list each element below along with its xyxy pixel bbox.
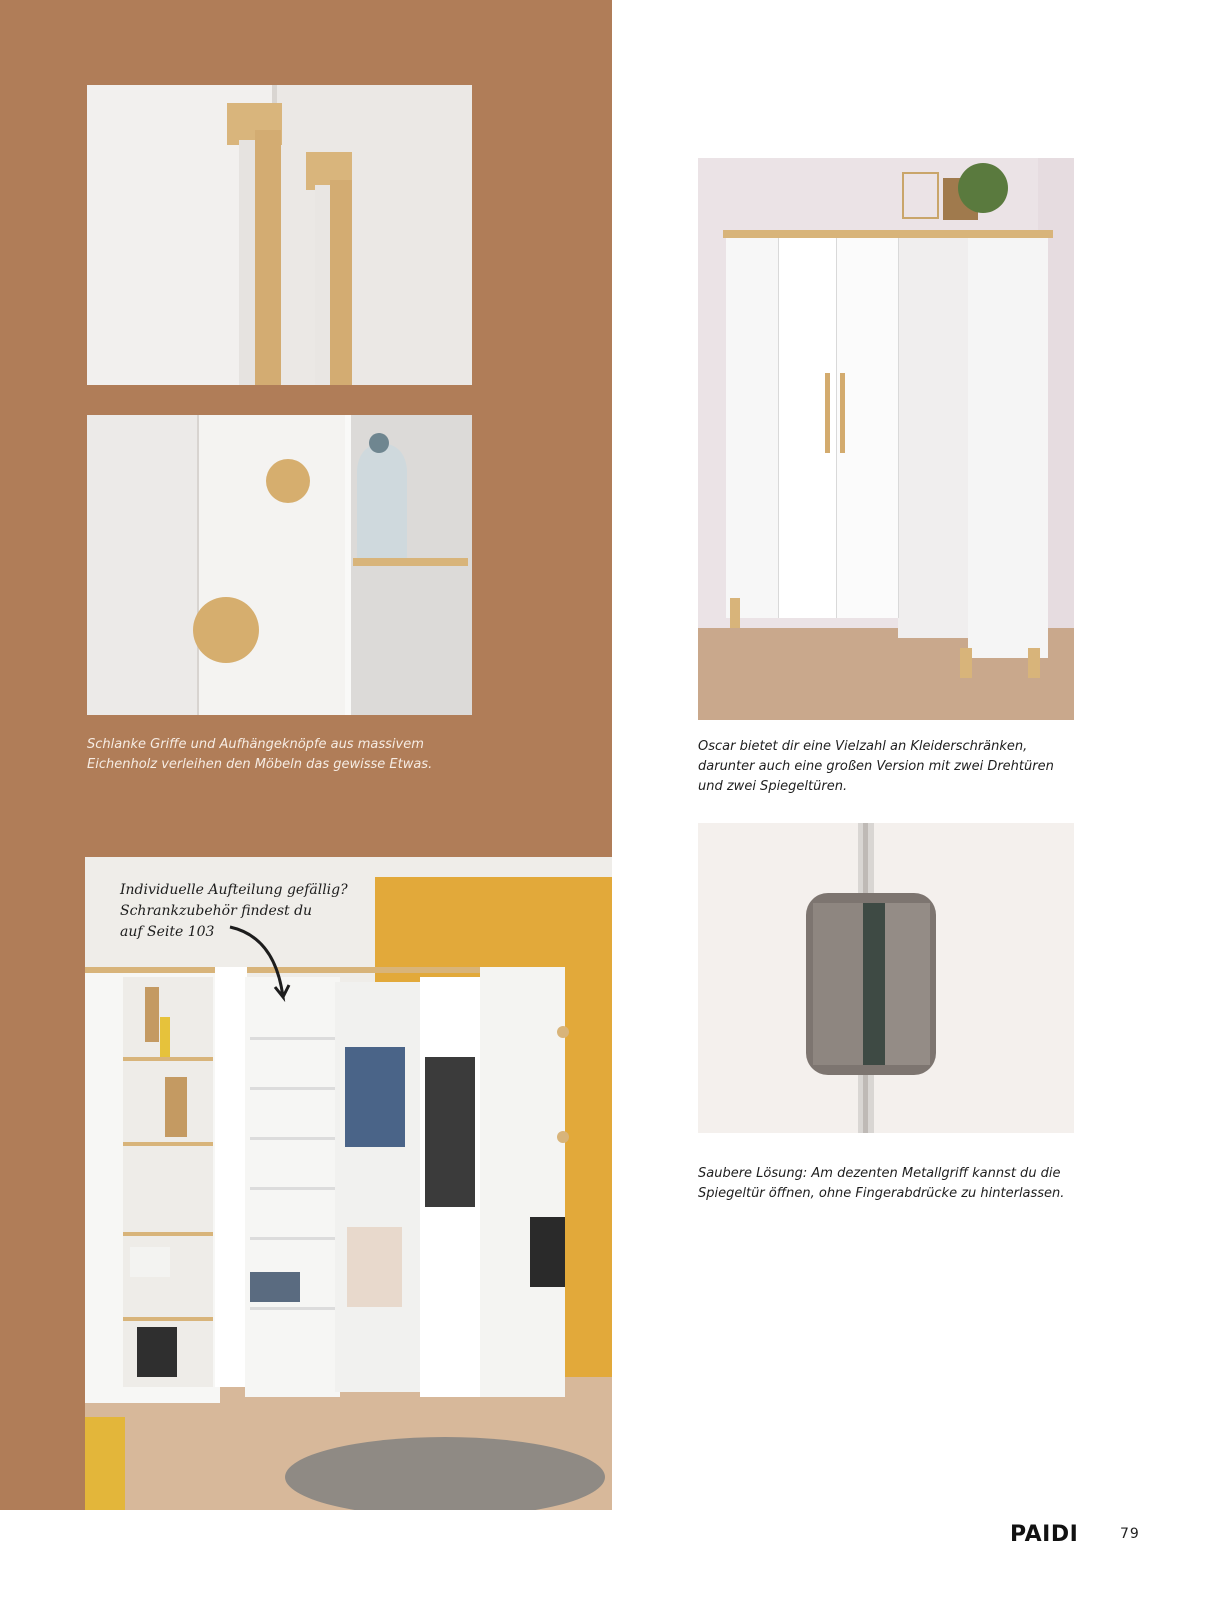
brand-logo: PAIDI	[1010, 1522, 1079, 1547]
photo-oak-bar-handles	[87, 85, 472, 385]
photo-wardrobe-mirror-doors	[698, 158, 1074, 720]
note-line-1: Individuelle Aufteilung gefällig?	[120, 882, 348, 898]
handwritten-note	[120, 880, 350, 943]
photo-mirror-metal-handle	[698, 823, 1074, 1133]
caption-mirror-handle: Saubere Lösung: Am dezenten Metallgriff kannst du die Spiegeltür öffnen, ohne Fingerabdrücke zu hinterlassen.	[698, 1166, 1065, 1201]
caption-wardrobe: Oscar bietet dir eine Vielzahl an Kleiderschränken, darunter auch eine großen Version mit zwei Drehtüren und zwei Spiegeltüren.	[698, 739, 1054, 794]
photo-corner-wardrobe-room	[85, 857, 612, 1510]
photo-oak-knobs	[87, 415, 472, 715]
caption-handles: Schlanke Griffe und Aufhängeknöpfe aus massivem Eichenholz verleihen den Möbeln das gewisse Etwas.	[87, 737, 433, 772]
note-line-3: auf Seite 103	[120, 924, 215, 940]
page-number: 79	[1120, 1526, 1140, 1542]
note-line-2: Schrankzubehör findest du	[120, 903, 313, 919]
